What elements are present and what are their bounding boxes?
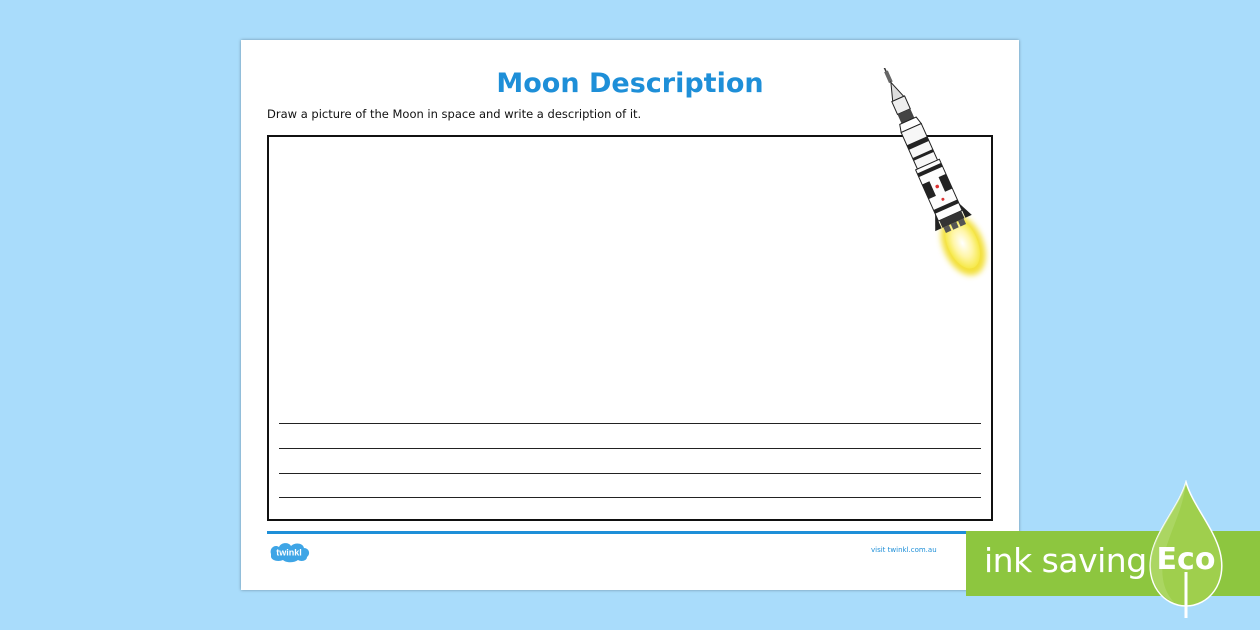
- page-title: Moon Description: [496, 68, 764, 99]
- logo-text: twinkl: [276, 547, 302, 558]
- rocket-icon: [848, 68, 1008, 298]
- ink-saving-label: ink saving: [984, 541, 1147, 580]
- writing-line: [279, 473, 981, 474]
- writing-line: [279, 497, 981, 498]
- writing-box[interactable]: [267, 404, 993, 521]
- instruction-text: Draw a picture of the Moon in space and write a description of it.: [267, 107, 642, 121]
- twinkl-logo: [267, 540, 311, 564]
- footer-url: visit twinkl.com.au: [871, 546, 937, 554]
- footer-divider: [267, 531, 993, 534]
- writing-line: [279, 423, 981, 424]
- writing-line: [279, 448, 981, 449]
- eco-label: Eco: [1156, 542, 1216, 577]
